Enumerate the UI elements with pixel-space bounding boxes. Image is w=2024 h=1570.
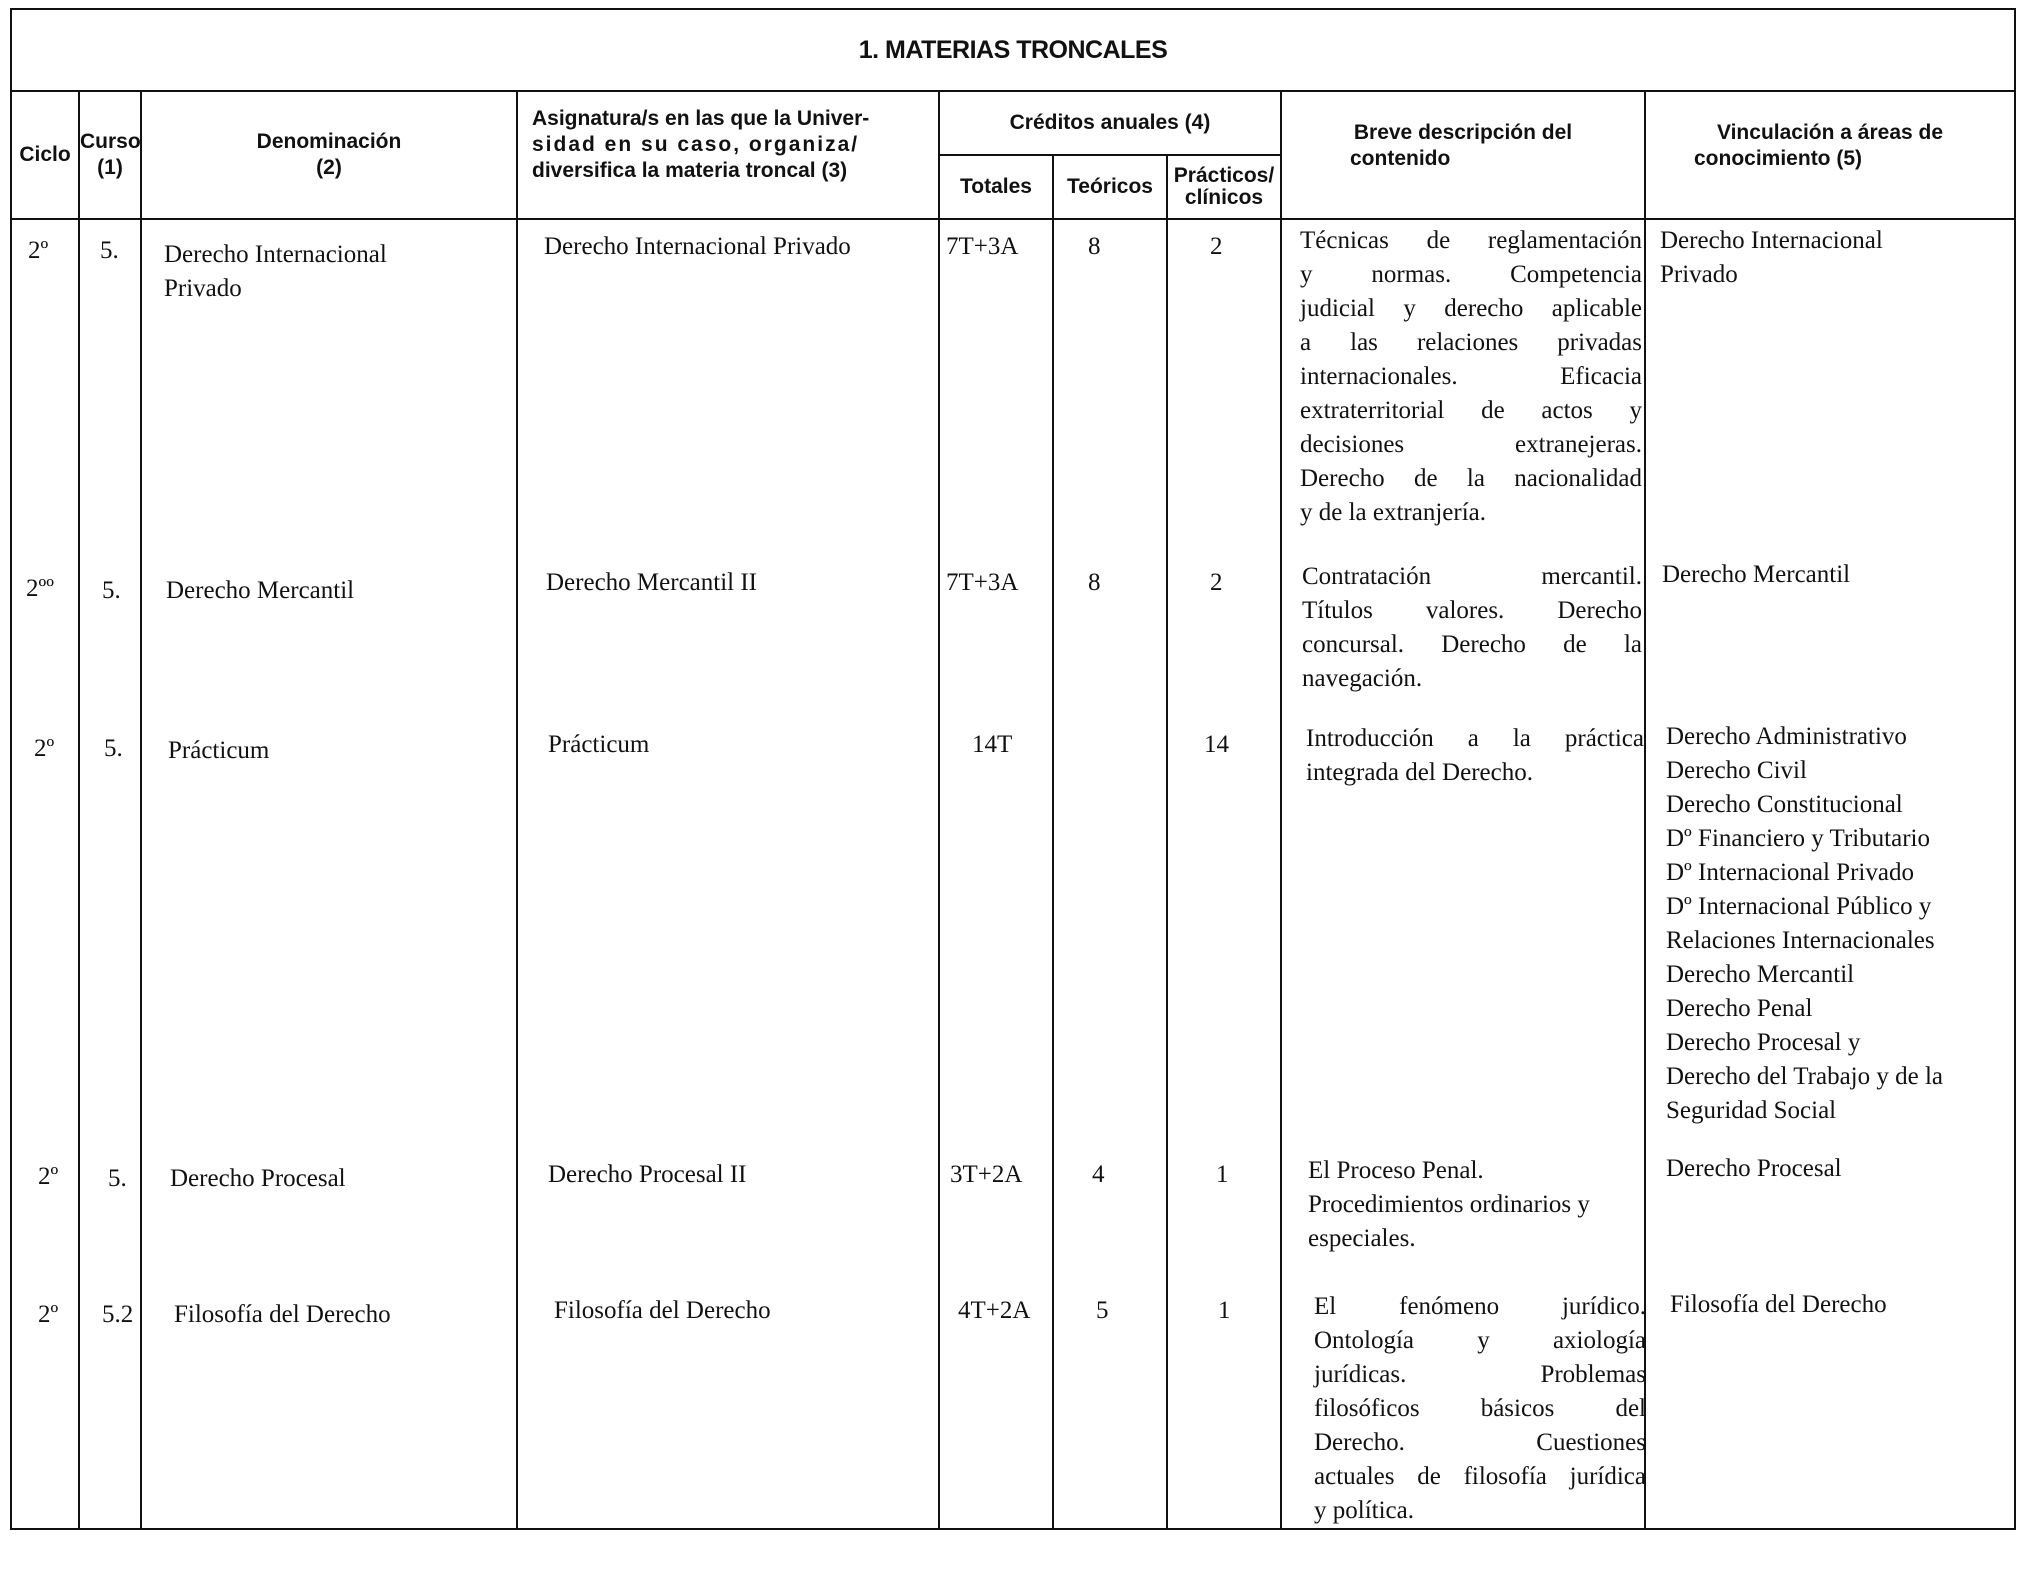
ciclo-row-3: 2º: [34, 735, 55, 762]
column-totales: [939, 219, 1053, 1529]
totales-row-3: 14T: [972, 731, 1013, 758]
asignatura-row-1: Derecho Internacional Privado: [544, 233, 851, 260]
vinculacion-row-1: Derecho Internacional Privado: [1660, 227, 1883, 288]
header-curso: Curso (1): [79, 91, 141, 219]
column-descripcion: [1281, 219, 1645, 1529]
table-title: 1. MATERIAS TRONCALES: [11, 9, 2015, 91]
totales-row-5: 4T+2A: [958, 1297, 1031, 1324]
curso-row-2: 5.: [102, 577, 121, 604]
column-ciclo: [11, 219, 79, 1529]
descripcion-row-2: Contratación mercantil. Títulos valores. Derecho concursal. Derecho de la navegación.: [1302, 563, 1642, 692]
ciclo-row-5: 2º: [38, 1301, 59, 1328]
vinculacion-row-4: Derecho Procesal: [1666, 1155, 1842, 1182]
vinculacion-row-2: Derecho Mercantil: [1662, 561, 1851, 588]
column-curso: [79, 219, 141, 1529]
header-totales: Totales: [939, 155, 1053, 219]
asignatura-row-4: Derecho Procesal II: [548, 1161, 747, 1188]
header-vinculacion: Vinculación a áreas de conocimiento (5): [1645, 91, 2015, 219]
denominacion-row-3: Prácticum: [168, 737, 270, 764]
totales-row-1: 7T+3A: [946, 233, 1019, 260]
materias-troncales-table: [10, 8, 2016, 1530]
descripcion-row-1: Técnicas de reglamentación y normas. Competencia judicial y derecho aplicable a las relaciones privadas internacionales. Eficacia extraterritorial de actos y decisiones extranejeras. Derecho de la nacionalidad y de la extranjería.: [1300, 227, 1642, 526]
denominacion-row-4: Derecho Procesal: [170, 1165, 346, 1192]
denominacion-row-5: Filosofía del Derecho: [174, 1301, 391, 1328]
vinculacion-row-3: Derecho Administrativo Derecho Civil Derecho Constitucional Dº Financiero y Tributario Dº Internacional Privado Dº Internacional Público y Relaciones Internacionales Derecho Mercantil Derecho Penal Derecho Procesal y Derecho del Trabajo y de la Seguridad Social: [1666, 723, 1944, 1124]
practicos-row-5: 1: [1218, 1297, 1231, 1324]
column-teoricos: [1053, 219, 1167, 1529]
totales-row-2: 7T+3A: [946, 569, 1019, 596]
ciclo-row-4: 2º: [38, 1163, 59, 1190]
descripcion-row-5: El fenómeno jurídico. Ontología y axiología jurídicas. Problemas filosóficos básicos del Derecho. Cuestiones actuales de filosofía jurídica y política.: [1314, 1293, 1646, 1524]
curso-row-1: 5.: [100, 237, 119, 264]
teoricos-row-4: 4: [1092, 1161, 1105, 1188]
curso-row-4: 5.: [108, 1165, 127, 1192]
descripcion-row-3: Introducción a la práctica integrada del Derecho.: [1306, 725, 1644, 786]
header-creditos: Créditos anuales (4): [939, 91, 1281, 155]
practicos-row-4: 1: [1216, 1161, 1229, 1188]
teoricos-row-2: 8: [1088, 569, 1101, 596]
practicos-row-3: 14: [1204, 731, 1229, 758]
vinculacion-row-5: Filosofía del Derecho: [1670, 1291, 1887, 1318]
header-denominacion: Denominación (2): [141, 91, 517, 219]
header-ciclo: Ciclo: [11, 91, 79, 219]
column-denominacion: [141, 219, 517, 1529]
curso-row-5: 5.2: [102, 1301, 134, 1328]
asignatura-row-3: Prácticum: [548, 731, 650, 758]
descripcion-row-4: El Proceso Penal. Procedimientos ordinarios y especiales.: [1308, 1157, 1590, 1252]
header-teoricos: Teóricos: [1053, 155, 1167, 219]
teoricos-row-5: 5: [1096, 1297, 1109, 1324]
practicos-row-2: 2: [1210, 569, 1223, 596]
denominacion-row-2: Derecho Mercantil: [166, 577, 355, 604]
ciclo-row-2: 2ºº: [26, 575, 55, 602]
asignatura-row-2: Derecho Mercantil II: [546, 569, 757, 596]
curso-row-3: 5.: [104, 735, 123, 762]
column-asignatura: [517, 219, 939, 1529]
practicos-row-1: 2: [1210, 233, 1223, 260]
asignatura-row-5: Filosofía del Derecho: [554, 1297, 771, 1324]
header-practicos: Prácticos/ clínicos: [1167, 155, 1281, 219]
totales-row-4: 3T+2A: [950, 1161, 1023, 1188]
column-vinculacion: [1645, 219, 2015, 1529]
teoricos-row-1: 8: [1088, 233, 1101, 260]
ciclo-row-1: 2º: [28, 237, 49, 264]
header-asignaturas: Asignatura/s en las que la Univer- sidad en su caso, organiza/ diversifica la materia troncal (3): [517, 91, 939, 219]
column-practicos: [1167, 219, 1281, 1529]
header-descripcion: Breve descripción del contenido: [1281, 91, 1645, 219]
denominacion-row-1: Derecho Internacional Privado: [164, 241, 387, 302]
